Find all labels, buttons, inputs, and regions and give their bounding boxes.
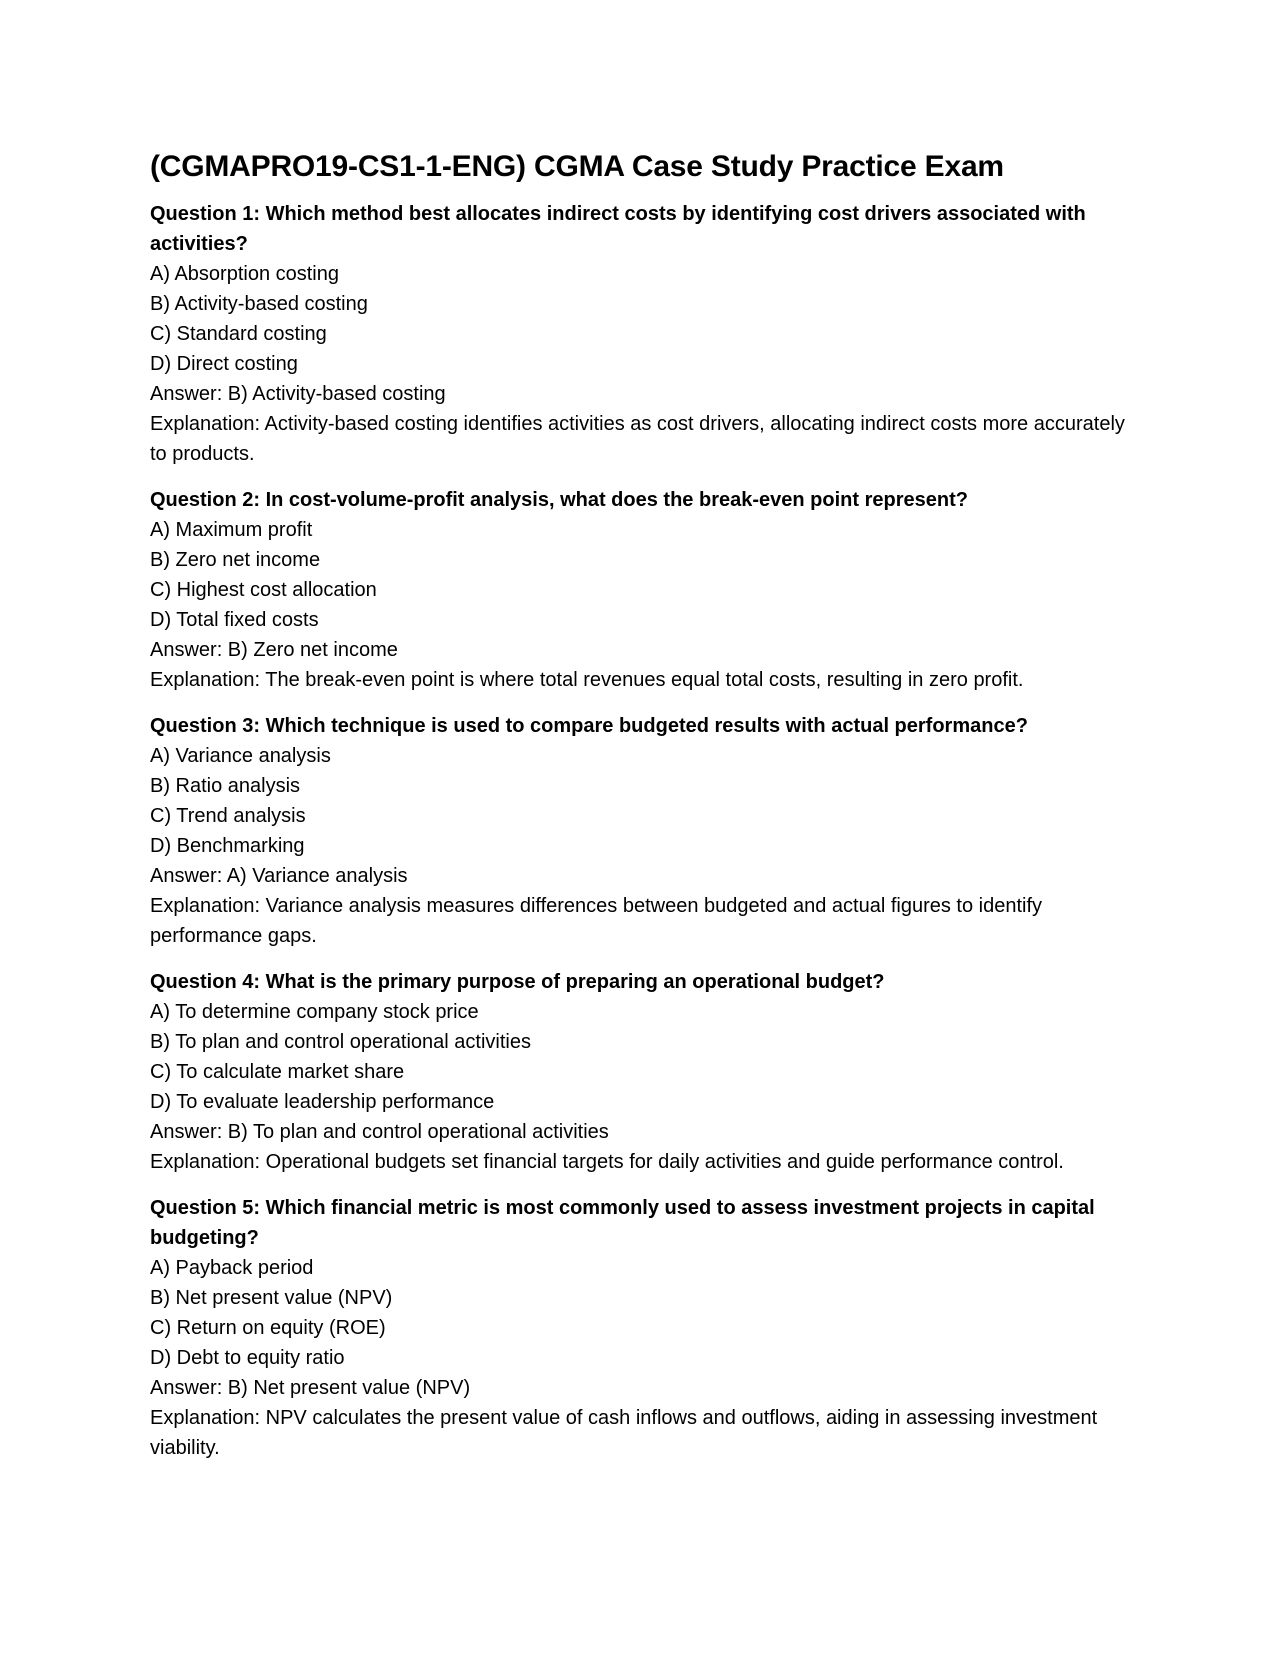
answer-line: Answer: B) Activity-based costing bbox=[150, 383, 446, 405]
question-block bbox=[150, 967, 1140, 1177]
option-a: A) To determine company stock price bbox=[150, 1001, 479, 1023]
question-text: Question 4: What is the primary purpose of preparing an operational budget? bbox=[150, 971, 885, 993]
option-a: A) Maximum profit bbox=[150, 519, 313, 541]
document-page bbox=[150, 148, 1140, 1479]
option-c: C) Highest cost allocation bbox=[150, 579, 377, 601]
option-d: D) To evaluate leadership performance bbox=[150, 1091, 495, 1113]
explanation-line: Explanation: NPV calculates the present value of cash inflows and outflows, aiding in assessing investment viability. bbox=[150, 1407, 1098, 1459]
option-c: C) Trend analysis bbox=[150, 805, 306, 827]
option-b: B) Ratio analysis bbox=[150, 775, 301, 797]
explanation-line: Explanation: Activity-based costing identifies activities as cost drivers, allocating indirect costs more accurately to products. bbox=[150, 413, 1125, 465]
question-block bbox=[150, 485, 1140, 695]
question-text: Question 1: Which method best allocates indirect costs by identifying cost drivers associated with activities? bbox=[150, 203, 1086, 255]
answer-line: Answer: B) Zero net income bbox=[150, 639, 398, 661]
question-block bbox=[150, 199, 1140, 469]
option-c: C) Return on equity (ROE) bbox=[150, 1317, 386, 1339]
option-a: A) Variance analysis bbox=[150, 745, 331, 767]
option-d: D) Debt to equity ratio bbox=[150, 1347, 345, 1369]
answer-line: Answer: B) To plan and control operational activities bbox=[150, 1121, 609, 1143]
explanation-line: Explanation: The break-even point is where total revenues equal total costs, resulting in zero profit. bbox=[150, 669, 1024, 691]
question-text: Question 5: Which financial metric is most commonly used to assess investment projects in capital budgeting? bbox=[150, 1197, 1095, 1249]
option-d: D) Benchmarking bbox=[150, 835, 305, 857]
answer-line: Answer: A) Variance analysis bbox=[150, 865, 408, 887]
option-b: B) Activity-based costing bbox=[150, 293, 368, 315]
option-a: A) Absorption costing bbox=[150, 263, 339, 285]
question-text: Question 2: In cost-volume-profit analysis, what does the break-even point represent? bbox=[150, 489, 968, 511]
option-b: B) Zero net income bbox=[150, 549, 321, 571]
option-c: C) To calculate market share bbox=[150, 1061, 405, 1083]
option-a: A) Payback period bbox=[150, 1257, 314, 1279]
option-b: B) Net present value (NPV) bbox=[150, 1287, 393, 1309]
option-d: D) Direct costing bbox=[150, 353, 298, 375]
option-d: D) Total fixed costs bbox=[150, 609, 319, 631]
question-text: Question 3: Which technique is used to compare budgeted results with actual performance? bbox=[150, 715, 1028, 737]
question-block bbox=[150, 711, 1140, 951]
answer-line: Answer: B) Net present value (NPV) bbox=[150, 1377, 471, 1399]
explanation-line: Explanation: Operational budgets set financial targets for daily activities and guide performance control. bbox=[150, 1151, 1064, 1173]
option-b: B) To plan and control operational activities bbox=[150, 1031, 531, 1053]
option-c: C) Standard costing bbox=[150, 323, 327, 345]
explanation-line: Explanation: Variance analysis measures differences between budgeted and actual figures to identify performance gaps. bbox=[150, 895, 1043, 947]
question-block bbox=[150, 1193, 1140, 1463]
page-title: (CGMAPRO19-CS1-1-ENG) CGMA Case Study Practice Exam bbox=[150, 150, 1004, 183]
